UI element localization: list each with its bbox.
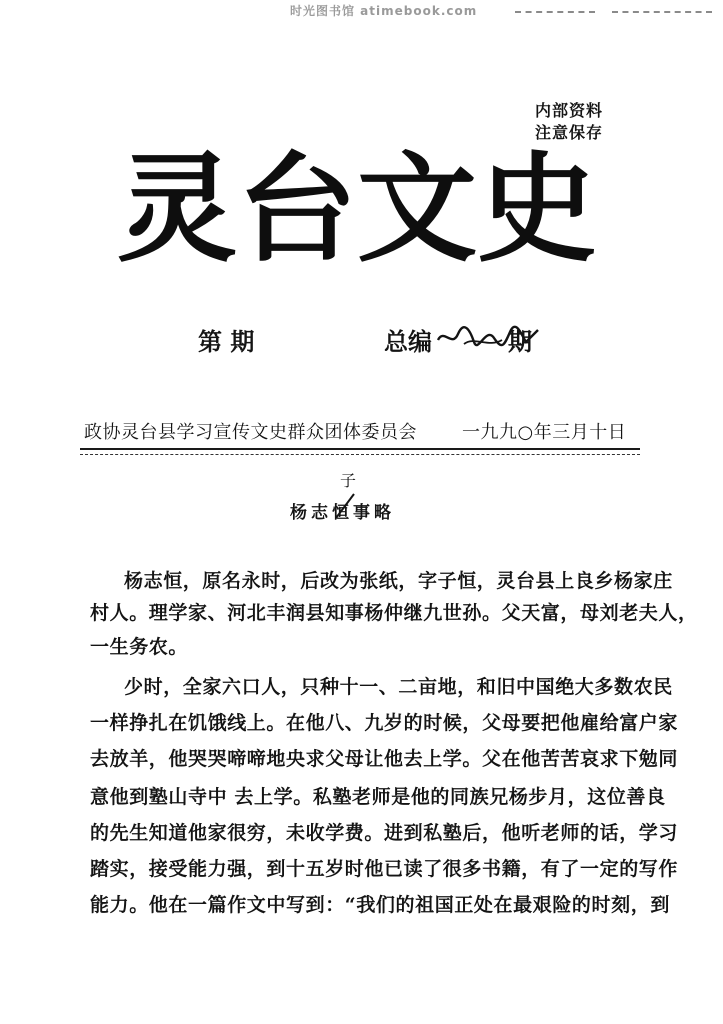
article-line: 杨志恒，原名永时，后改为张纸，字子恒，灵台县上良乡杨家庄	[124, 570, 673, 592]
article-line: 少时，全家六口人，只种十一、二亩地，和旧中国绝大多数农民	[124, 676, 673, 698]
article-line: 一生务农。	[90, 636, 189, 658]
article-line: 一样挣扎在饥饿线上。在他八、九岁的时候，父母要把他雇给富户家	[90, 712, 679, 734]
serial-suffix-label: 期	[508, 327, 532, 356]
header-rule-bottom	[80, 454, 640, 455]
correction-strike-mark	[334, 490, 358, 520]
article-line: 的先生知道他家很穷，未收学费。进到私塾后，他听老师的话，学习	[90, 822, 679, 844]
article-title: 杨志恒事略	[290, 503, 395, 523]
watermark-text: 时光图书馆 atimebook.com	[290, 4, 478, 18]
issue-number-label: 第 期	[198, 327, 255, 356]
article-line: 能力。他在一篇作文中写到：“我们的祖国正处在最艰险的时刻，到	[90, 894, 670, 916]
header-rule-top	[80, 448, 640, 450]
notice-internal-material: 内部资料	[535, 101, 604, 120]
article-line: 去放羊，他哭哭啼啼地央求父母让他去上学。父在他苦苦哀求下勉同	[90, 748, 679, 770]
publisher-name: 政协灵台县学习宣传文史群众团体委员会	[84, 422, 417, 443]
publication-date: 一九九○年三月十日	[462, 422, 627, 443]
handwritten-correction: 子	[340, 471, 357, 490]
watermark-dash-right	[612, 11, 712, 13]
watermark-dash-left	[515, 11, 595, 13]
article-line: 意他到塾山寺中 去上学。私塾老师是他的同族兄杨步月，这位善良	[90, 786, 666, 808]
masthead-title	[112, 138, 602, 278]
article-line: 踏实，接受能力强，到十五岁时他已读了很多书籍，有了一定的写作	[90, 858, 679, 880]
masthead-title-text: 灵台文史	[117, 139, 597, 278]
article-line: 村人。理学家、河北丰润县知事杨仲继九世孙。父天富，母刘老夫人，	[90, 602, 698, 624]
notice-keep-safe: 注意保存	[535, 123, 604, 142]
serial-number-label: 总编	[384, 327, 432, 356]
